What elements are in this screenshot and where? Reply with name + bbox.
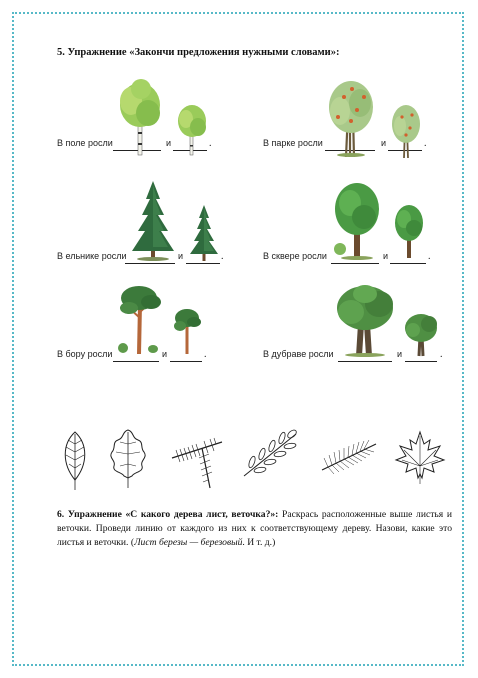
answer-line[interactable] [338,361,392,362]
sentence-oak-grove: В дубраве росли [263,349,334,359]
exercise-6-paragraph [57,508,452,550]
answer-line[interactable] [390,263,426,264]
answer-line[interactable] [331,263,379,264]
period: . [204,349,207,360]
answer-line[interactable] [125,263,175,264]
exercise-6-title: 6. Упражнение «С какого дерева лист, веточка?»: [57,509,279,520]
answer-line[interactable] [170,361,202,362]
conjunction: и [381,138,387,148]
sentence-field: В поле росли [57,138,113,148]
sentence-pine-forest: В бору росли [57,349,113,359]
rowan-tree-icon [326,77,376,157]
answer-line[interactable] [113,361,159,362]
exercise-6-text: Раскрась расположенные выше листья и веточки. Проведи линию от каждого из них к соответствующему дереву. Назови, какие это листья и веточки. [57,509,452,548]
exercise-5-title: 5. Упражнение «Закончи предложения нужными словами»: [57,47,340,58]
period: . [221,251,224,262]
pine-branch-icon[interactable] [318,436,380,476]
pine-tree-icon [172,306,202,354]
example-italic: Лист березы — березовый [134,537,243,548]
period: . [424,138,427,149]
answer-line[interactable] [186,263,220,264]
maple-leaf-icon[interactable] [394,430,446,486]
pine-tree-icon [117,282,163,354]
answer-line[interactable] [405,361,437,362]
conjunction: и [383,251,389,261]
period: . [209,138,212,149]
conjunction: и [162,349,168,359]
birch-tree-icon [115,77,165,155]
sentence-square: В сквере росли [263,251,327,261]
example-open: ( [128,537,135,548]
sentence-park: В парке росли [263,138,323,148]
sentence-spruce-forest: В ельнике росли [57,251,127,261]
period: . [440,349,443,360]
conjunction: и [166,138,172,148]
rowan-leaf-icon[interactable] [240,428,302,480]
period: . [428,251,431,262]
spruce-tree-icon [188,205,220,261]
conjunction: и [397,349,403,359]
oak-tree-icon [404,312,438,356]
linden-tree-icon [332,181,382,259]
example-close: . И т. д.) [242,537,276,548]
spruce-tree-icon [128,181,178,261]
oak-leaf-icon[interactable] [108,428,148,490]
spruce-branch-icon[interactable] [168,428,226,490]
birch-leaf-icon[interactable] [60,430,90,492]
linden-tree-icon [393,204,425,258]
oak-tree-icon [335,284,395,356]
conjunction: и [178,251,184,261]
rowan-tree-icon [390,102,422,158]
birch-tree-icon [175,103,209,155]
